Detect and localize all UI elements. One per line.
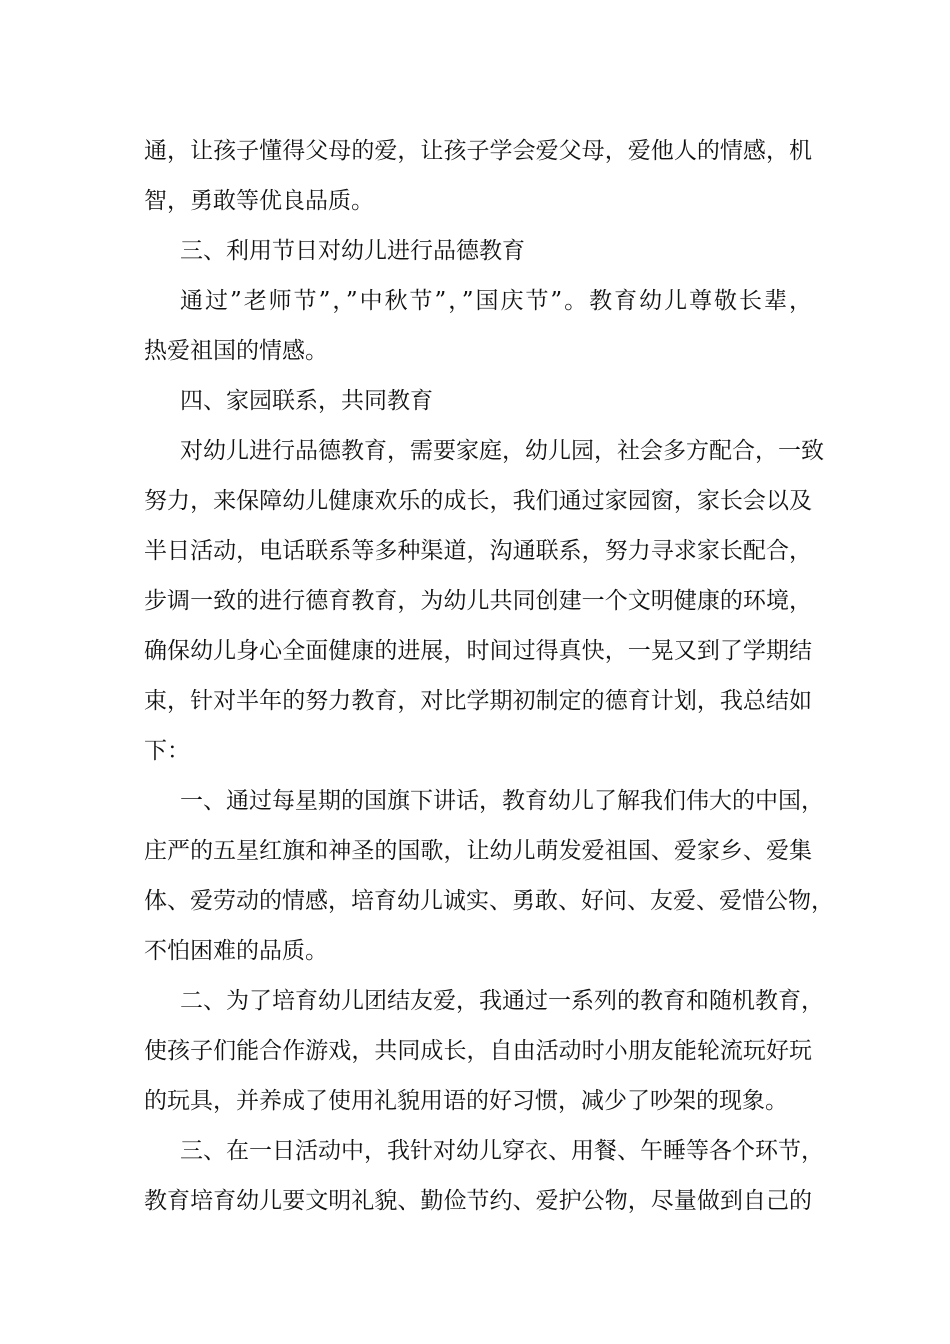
text-line: 使孩子们能合作游戏，共同成长，自由活动时小朋友能轮流玩好玩 [144,1038,812,1064]
text-line: 三、在一日活动中，我针对幼儿穿衣、用餐、午睡等各个环节， [180,1138,824,1164]
text-line: 确保幼儿身心全面健康的进展，时间过得真快，一晃又到了学期结 [144,638,812,664]
text-line: 体、爱劳动的情感，培育幼儿诚实、勇敢、好问、友爱、爱惜公物， [144,888,834,914]
text-line: 不怕困难的品质。 [144,938,328,964]
text-line: 半日活动，电话联系等多种渠道，沟通联系，努力寻求家长配合， [144,538,812,564]
text-line: 的玩具，并养成了使用礼貌用语的好习惯，减少了吵架的现象。 [144,1088,788,1114]
text-line: 通过”老师节”，”中秋节”，”国庆节”。教育幼儿尊敬长辈， [180,288,812,314]
section-heading: 四、家园联系，共同教育 [180,388,433,414]
document-body [144,126,834,1226]
text-line: 步调一致的进行德育教育，为幼儿共同创建一个文明健康的环境， [144,588,812,614]
text-line: 智，勇敢等优良品质。 [144,188,374,214]
text-line: 束，针对半年的努力教育，对比学期初制定的德育计划，我总结如 [144,688,812,714]
text-line: 热爱祖国的情感。 [144,338,328,364]
text-line: 对幼儿进行品德教育，需要家庭，幼儿园，社会多方配合，一致 [180,438,824,464]
text-line: 二、为了培育幼儿团结友爱，我通过一系列的教育和随机教育， [180,988,824,1014]
text-line: 下： [144,738,190,764]
text-line: 教育培育幼儿要文明礼貌、勤俭节约、爱护公物，尽量做到自己的 [144,1188,812,1214]
text-line: 一、通过每星期的国旗下讲话，教育幼儿了解我们伟大的中国， [180,788,824,814]
text-line: 努力，来保障幼儿健康欢乐的成长，我们通过家园窗，家长会以及 [144,488,812,514]
text-line: 庄严的五星红旗和神圣的国歌，让幼儿萌发爱祖国、爱家乡、爱集 [144,838,812,864]
section-heading: 三、利用节日对幼儿进行品德教育 [180,238,525,264]
text-line: 通，让孩子懂得父母的爱，让孩子学会爱父母，爱他人的情感，机 [144,138,812,164]
